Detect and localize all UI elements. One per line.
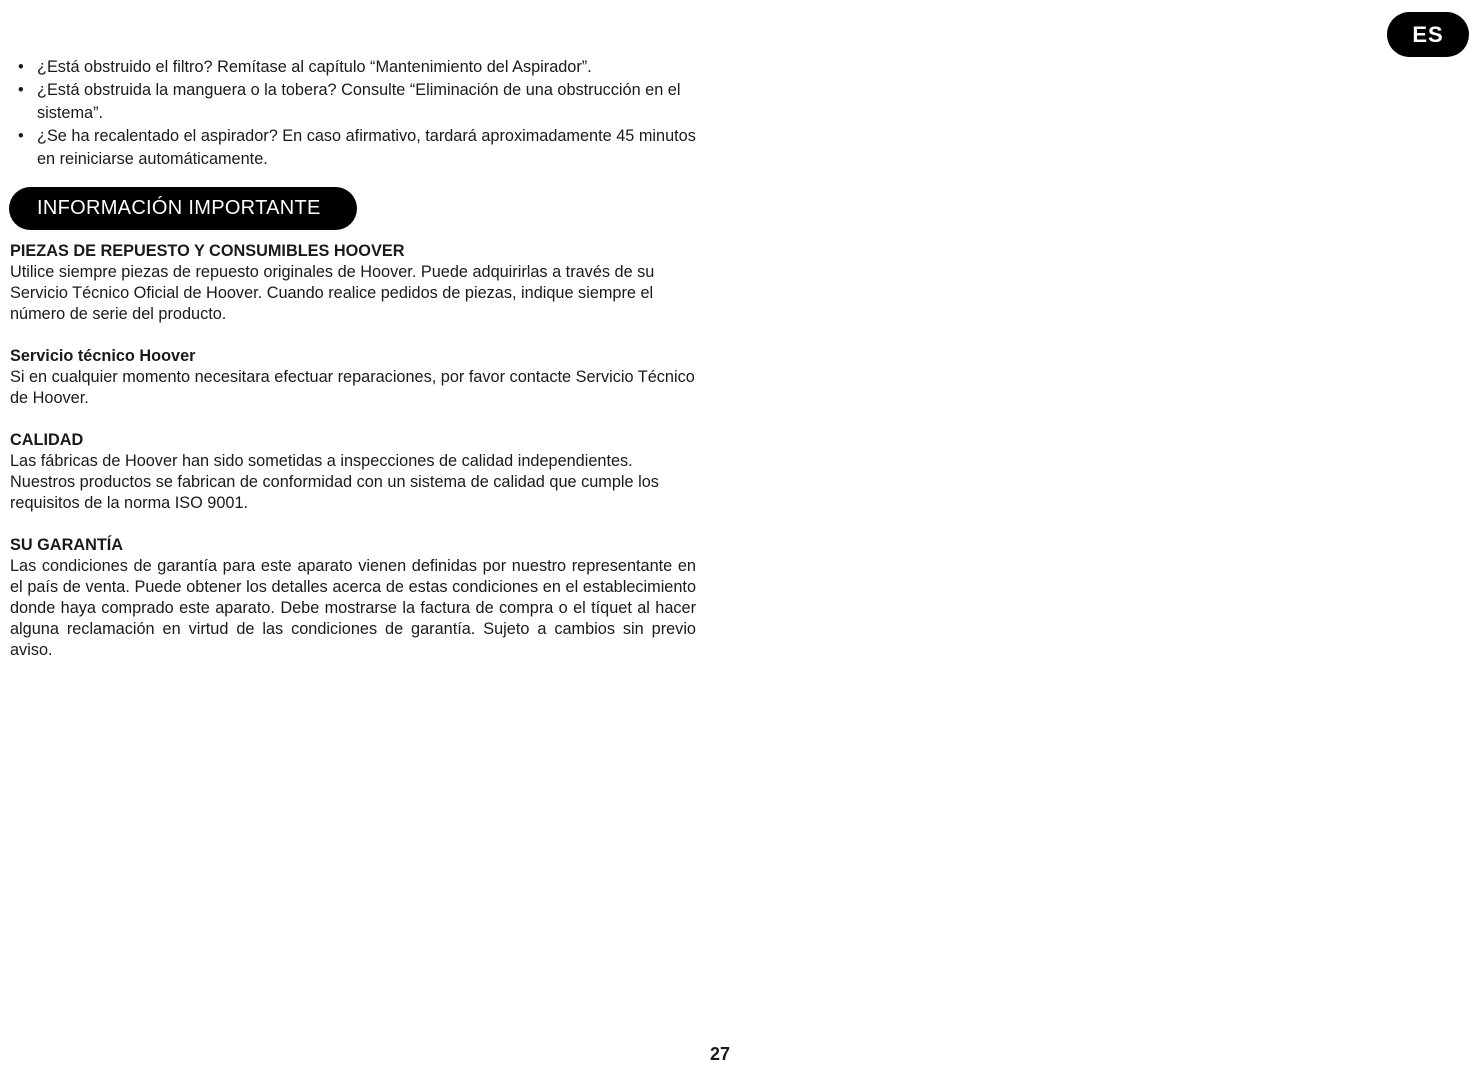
important-info-content	[10, 241, 696, 682]
section-heading: Servicio técnico Hoover	[10, 347, 196, 365]
section-title: INFORMACIÓN IMPORTANTE	[9, 187, 357, 230]
spare-parts-section	[10, 241, 696, 325]
service-section	[10, 346, 696, 409]
section-body: Utilice siempre piezas de repuesto originales de Hoover. Puede adquirirlas a través de su Servicio Técnico Oficial de Hoover. Cuando realice pedidos de piezas, indique siempre el número de serie del producto.	[10, 263, 655, 323]
section-body: Si en cualquier momento necesitara efectuar reparaciones, por favor contacte Servicio Técnico de Hoover.	[10, 368, 695, 407]
section-body: Las condiciones de garantía para este aparato vienen definidas por nuestro representante en el país de venta. Puede obtener los detalles acerca de estas condiciones en el establecimiento donde haya comprado este aparato. Debe mostrarse la factura de compra o el tíquet al hacer alguna reclamación en virtud de las condiciones de garantía. Sujeto a cambios sin previo aviso.	[10, 557, 696, 659]
list-item: • ¿Se ha recalentado el aspirador? En caso afirmativo, tardará aproximadamente 45 minutos en reiniciarse automáticamente.	[18, 125, 718, 171]
list-item: • ¿Está obstruido el filtro? Remítase al capítulo “Mantenimiento del Aspirador”.	[18, 56, 718, 79]
page-number: 27	[709, 1044, 731, 1064]
section-heading: PIEZAS DE REPUESTO Y CONSUMIBLES HOOVER	[10, 242, 405, 260]
warranty-section	[10, 535, 696, 661]
section-body: Las fábricas de Hoover han sido sometidas a inspecciones de calidad independientes. Nuestros productos se fabrican de conformidad con un sistema de calidad que cumple los requisitos de la norma ISO 9001.	[10, 452, 659, 512]
section-heading: SU GARANTÍA	[10, 536, 124, 554]
troubleshooting-list	[18, 56, 718, 171]
quality-section	[10, 430, 696, 514]
language-badge: ES	[1387, 12, 1469, 57]
list-item: • ¿Está obstruida la manguera o la tobera? Consulte “Eliminación de una obstrucción en el sistema”.	[18, 79, 718, 125]
section-heading: CALIDAD	[10, 431, 84, 449]
